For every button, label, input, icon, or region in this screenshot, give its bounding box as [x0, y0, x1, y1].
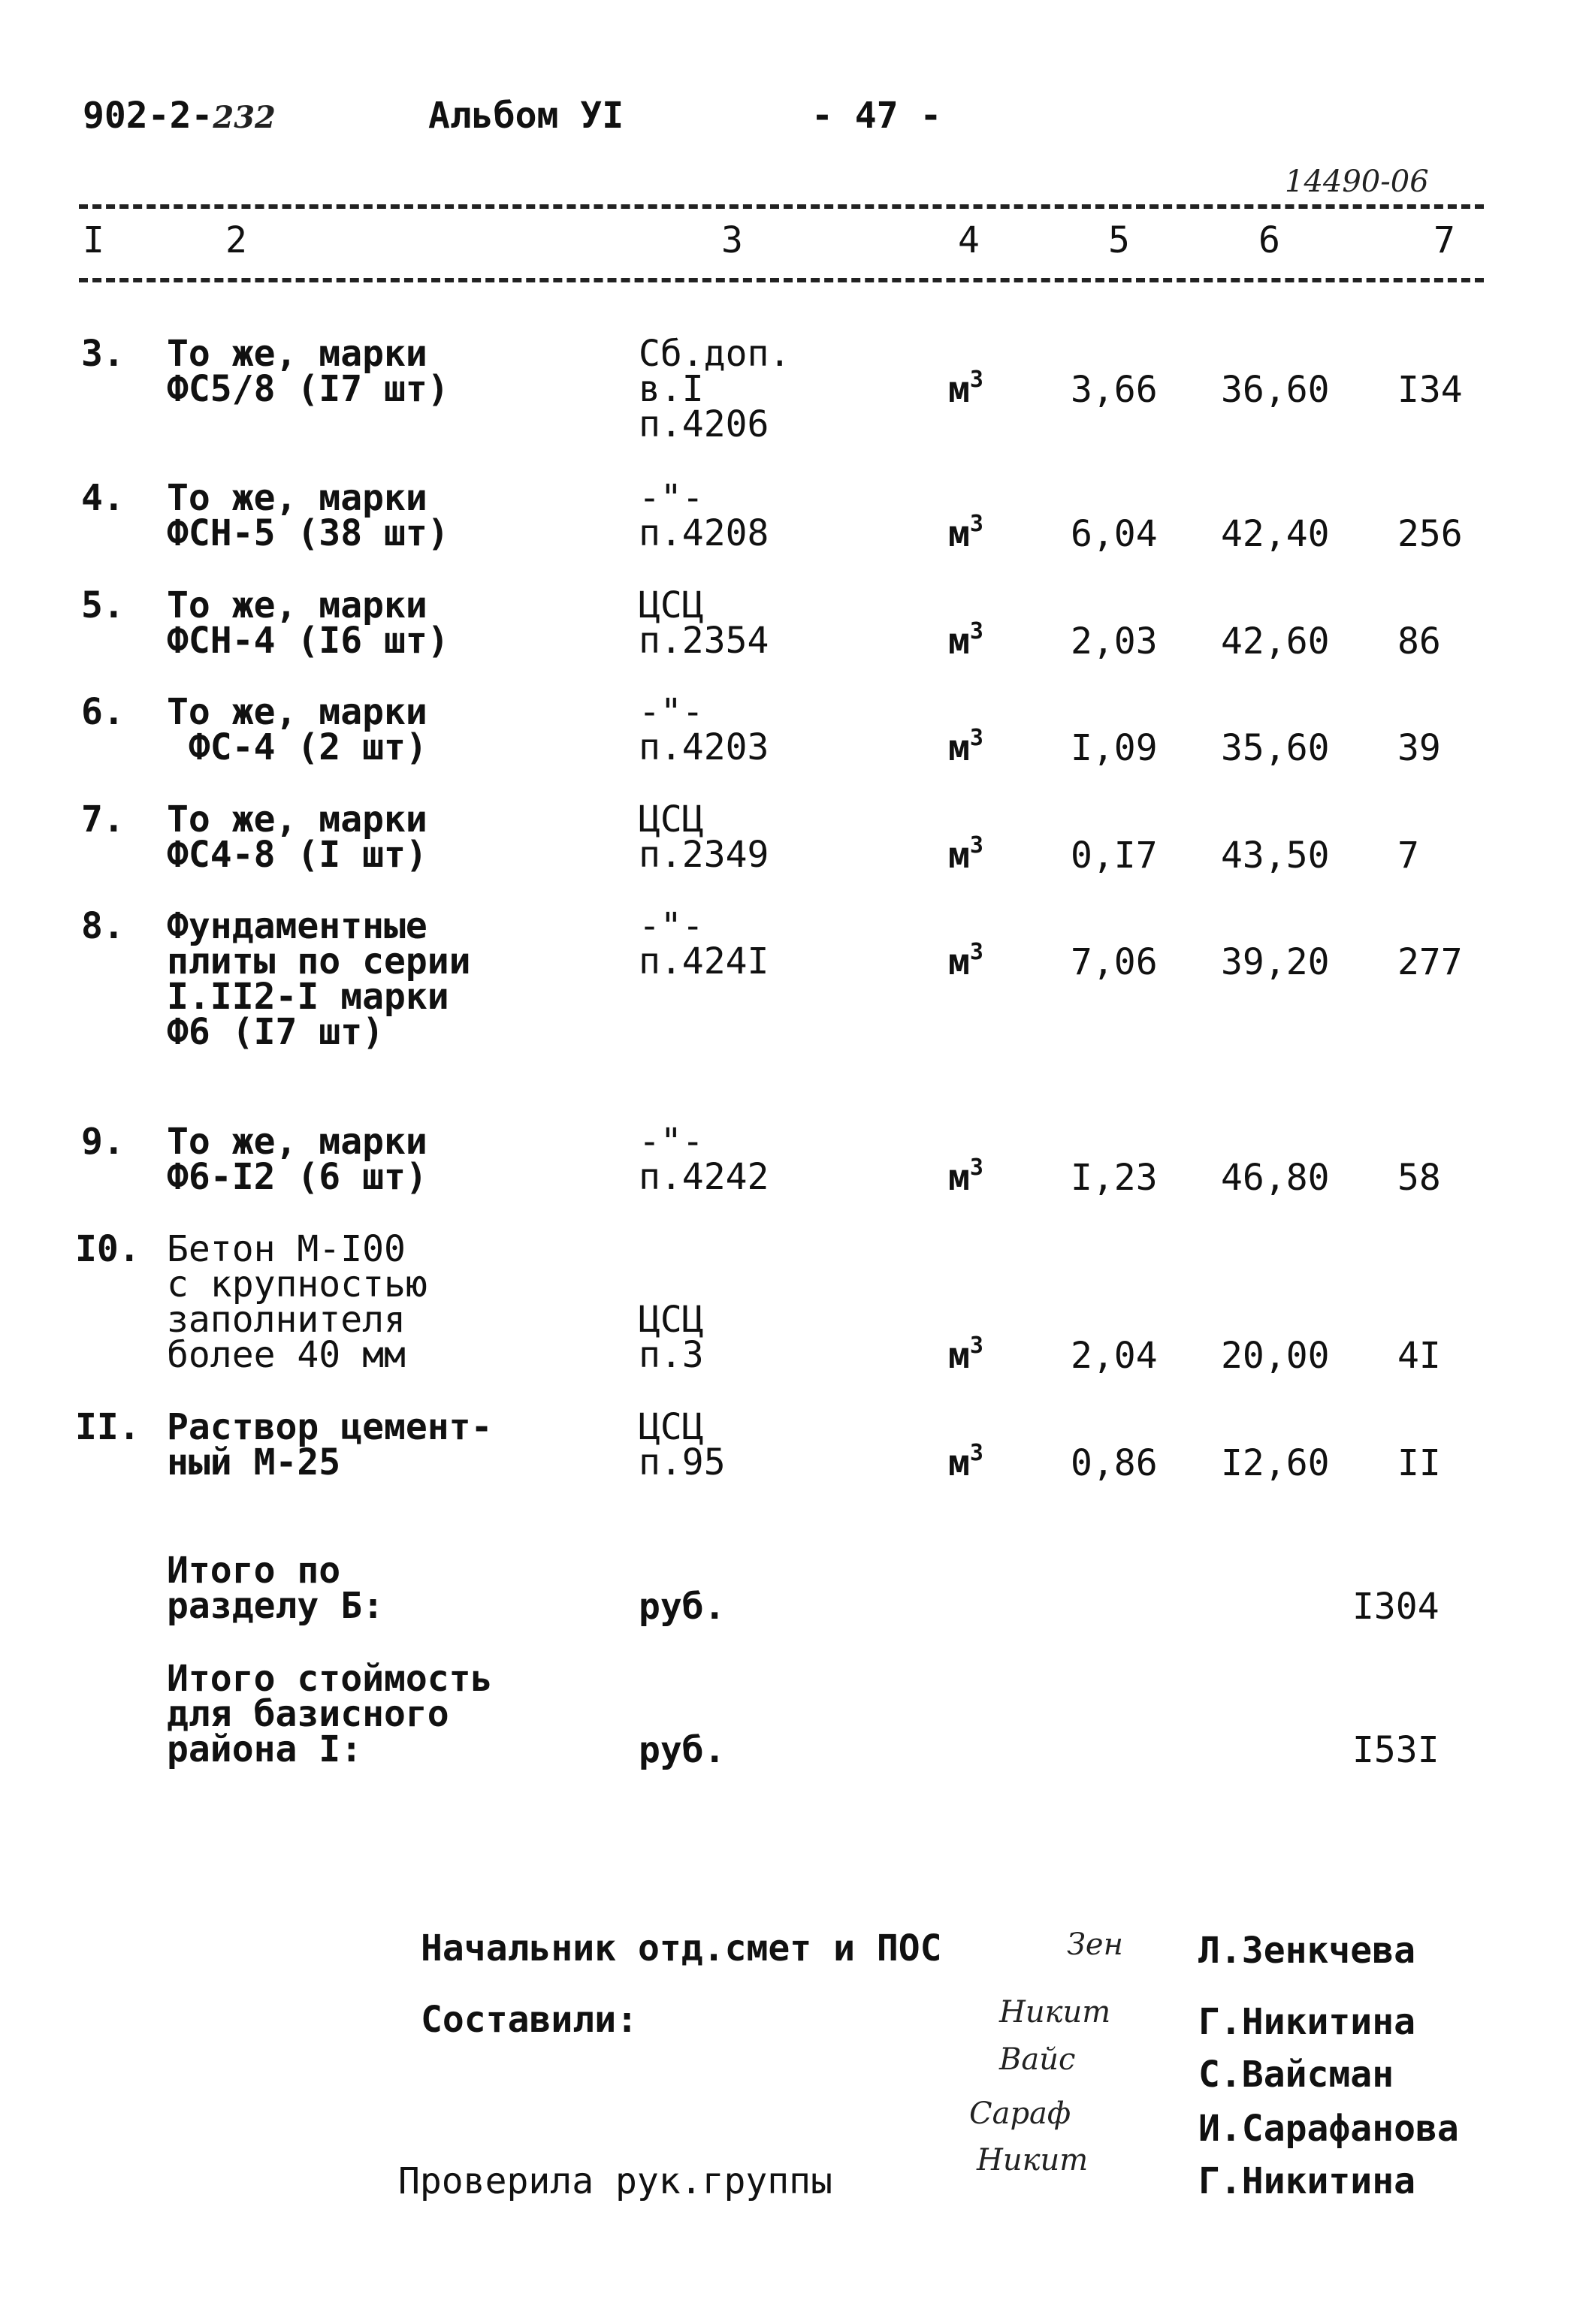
row-description: То же, марки ФСН-5 (38 шт) [167, 477, 449, 554]
col-header-3: 3 [721, 219, 743, 261]
row-total: 39 [1397, 727, 1441, 769]
row-number: II. [75, 1406, 140, 1448]
row-reference: ЦСЦ п.95 [639, 1406, 726, 1483]
total-value: I53I [1352, 1729, 1440, 1771]
row-description: То же, марки ФС4-8 (I шт) [167, 798, 427, 876]
row-quantity: 6,04 [1071, 513, 1158, 555]
row-quantity: I,23 [1071, 1157, 1158, 1199]
row-total: 4I [1397, 1335, 1441, 1377]
row-quantity: 2,04 [1071, 1335, 1158, 1377]
col-header-5: 5 [1108, 219, 1130, 261]
signer-name: Л.Зенкчева [1198, 1930, 1415, 1972]
row-reference: ЦСЦ п.2354 [639, 584, 769, 662]
row-number: 7. [81, 798, 125, 841]
row-quantity: 3,66 [1071, 369, 1158, 411]
row-reference: -"- п.4242 [639, 1121, 769, 1198]
row-description: То же, марки ФС5/8 (I7 шт) [167, 333, 449, 410]
row-unit-price: 43,50 [1221, 835, 1330, 877]
row-unit-price: 46,80 [1221, 1157, 1330, 1199]
row-unit-price: 42,40 [1221, 513, 1330, 555]
col-header-2: 2 [225, 219, 247, 261]
row-quantity: 2,03 [1071, 620, 1158, 662]
row-reference: ЦСЦ п.2349 [639, 798, 769, 876]
col-header-7: 7 [1433, 219, 1455, 261]
row-reference: -"- п.4208 [639, 477, 769, 554]
page-number: - 47 - [811, 95, 942, 137]
row-unit: $м^3$ [948, 367, 983, 411]
row-number: 9. [81, 1121, 125, 1163]
row-quantity: 7,06 [1071, 941, 1158, 983]
row-description: То же, марки ФС-4 (2 шт) [167, 691, 427, 768]
row-reference: Сб.доп. в.I п.4206 [639, 333, 791, 445]
row-unit: $м^3$ [948, 725, 983, 769]
row-total: II [1397, 1442, 1441, 1484]
row-unit-price: 39,20 [1221, 941, 1330, 983]
signer-name: И.Сарафанова [1198, 2108, 1459, 2150]
row-unit-price: 42,60 [1221, 620, 1330, 662]
row-quantity: 0,86 [1071, 1442, 1158, 1484]
row-quantity: 0,I7 [1071, 835, 1158, 877]
handwritten-signature: Вайс [999, 2042, 1076, 2077]
col-header-1: I [83, 219, 104, 261]
row-number: 8. [81, 905, 125, 947]
row-description: Бетон М-I00 с крупностью заполнителя более 40 мм [167, 1228, 427, 1376]
col-header-6: 6 [1258, 219, 1280, 261]
total-value: I304 [1352, 1586, 1440, 1628]
row-description: Фундаментные плиты по серии I.II2-I марки Ф6 (I7 шт) [167, 905, 471, 1053]
row-unit: $м^3$ [948, 618, 983, 662]
row-number: 6. [81, 691, 125, 733]
inventory-number: 14490-06 [1285, 164, 1429, 199]
row-unit-price: 20,00 [1221, 1335, 1330, 1377]
row-description: То же, марки ФСН-4 (I6 шт) [167, 584, 449, 662]
signer-name: С.Вайсман [1198, 2054, 1394, 2096]
row-total: 86 [1397, 620, 1441, 662]
doc-number: 902-2-232 [83, 95, 276, 137]
row-reference: ЦСЦ п.3 [639, 1299, 704, 1376]
row-unit-price: 35,60 [1221, 727, 1330, 769]
row-description: Раствор цемент- ный М-25 [167, 1406, 493, 1483]
row-number: 5. [81, 584, 125, 626]
doc-number-handwritten: 232 [213, 100, 276, 135]
row-unit-price: I2,60 [1221, 1442, 1330, 1484]
row-quantity: I,09 [1071, 727, 1158, 769]
row-unit: $м^3$ [948, 939, 983, 983]
album-label: Альбом УI [428, 95, 624, 137]
row-total: 58 [1397, 1157, 1441, 1199]
handwritten-signature: Никит [999, 1995, 1111, 2030]
signer-name: Г.Никитина [1198, 2001, 1415, 2043]
header-bottom-rule [79, 278, 1484, 282]
total-unit: руб. [639, 1586, 726, 1628]
row-description: То же, марки Ф6-I2 (6 шт) [167, 1121, 427, 1198]
header-top-rule [79, 204, 1484, 209]
row-unit: $м^3$ [948, 1154, 983, 1199]
compiled-title: Составили: [421, 1999, 638, 2041]
row-total: 256 [1397, 513, 1463, 555]
handwritten-signature: Сараф [969, 2096, 1071, 2131]
handwritten-signature: Зен [1067, 1927, 1123, 1962]
row-unit-price: 36,60 [1221, 369, 1330, 411]
signer-name: Г.Никитина [1198, 2160, 1415, 2202]
total-label: Итого по разделу Б: [167, 1550, 384, 1627]
row-number: I0. [75, 1228, 140, 1270]
col-header-4: 4 [958, 219, 980, 261]
row-total: 7 [1397, 835, 1419, 877]
handwritten-signature: Никит [977, 2143, 1089, 2178]
head-title: Начальник отд.смет и ПОС [421, 1927, 942, 1969]
row-total: 277 [1397, 941, 1463, 983]
checked-title: Проверила рук.группы [398, 2160, 832, 2202]
row-unit: $м^3$ [948, 832, 983, 877]
row-unit: $м^3$ [948, 511, 983, 555]
row-unit: $м^3$ [948, 1333, 983, 1377]
total-label: Итого стоймость для базисного района I: [167, 1658, 493, 1770]
row-number: 4. [81, 477, 125, 519]
row-reference: -"- п.4203 [639, 691, 769, 768]
row-reference: -"- п.424I [639, 905, 769, 982]
row-number: 3. [81, 333, 125, 375]
row-unit: $м^3$ [948, 1440, 983, 1484]
row-total: I34 [1397, 369, 1463, 411]
total-unit: руб. [639, 1729, 726, 1771]
